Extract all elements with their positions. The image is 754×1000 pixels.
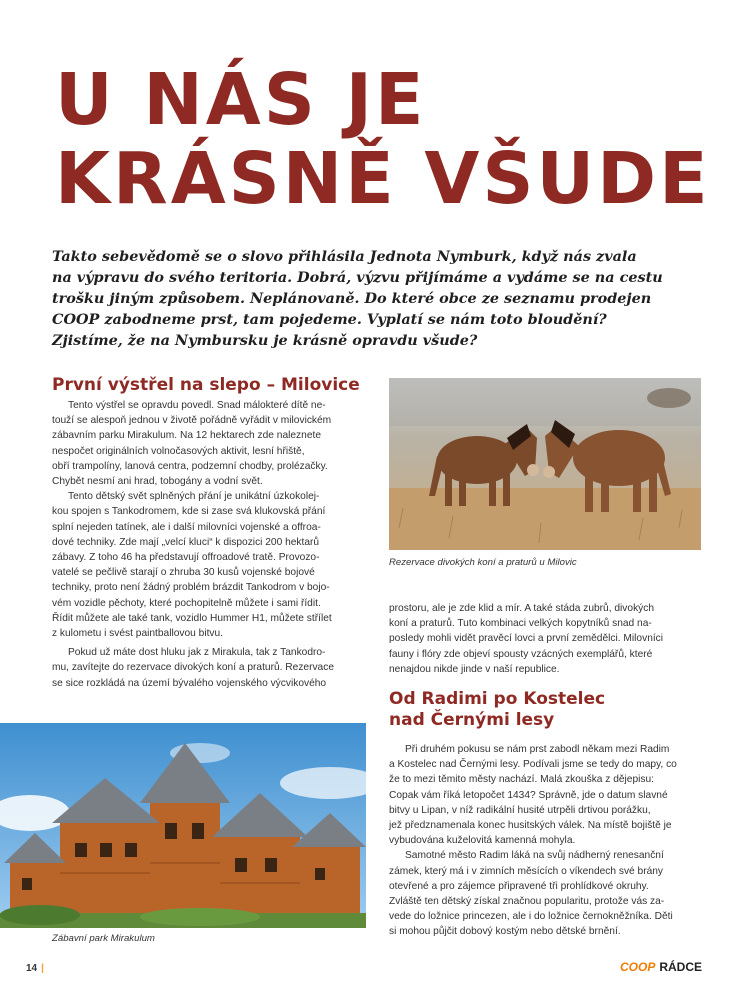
body-line: bitvy u Lipan, v níž radikální husité utrpěli drtivou porážku,	[389, 804, 651, 816]
section-heading-line: Od Radimi po Kostelec	[389, 689, 606, 709]
mirakulum-photo	[0, 723, 366, 928]
body-line: vede do ložnice princezen, ale i do ložnice černokněžníka. Děti	[389, 911, 673, 923]
section1-body	[52, 398, 374, 691]
lead-line: Zjistíme, že na Nymbursku je krásně opravdu všude?	[52, 332, 478, 349]
body-line: vatelé se pečlivě starají o zhruba 30 kusů vojenské bojové	[52, 567, 315, 579]
title-line: KRÁSNĚ VŠUDE	[55, 137, 711, 220]
lead-line: trošku jiným způsobem. Neplánovaně. Do které obce ze seznamu prodejen	[52, 290, 652, 307]
body-line: zámek, který má i v zimních měsících o víkendech své brány	[389, 865, 664, 877]
body-line: a Kostelec nad Černými lesy. Podívali jsme se tedy do mapy, co	[389, 759, 677, 771]
body-line: prostoru, ale je zde klid a mír. A také stáda zubrů, divokých	[389, 603, 655, 614]
body-line: nespočet originálních volnočasových aktivit, lesní hřiště,	[52, 445, 305, 457]
body-line: dové techniky. Zde mají „velcí kluci“ k dispozici 200 hektarů	[52, 536, 320, 548]
body-line: obří trampolíny, lanová centra, podzemní chodby, prolézačky.	[52, 460, 328, 472]
body-line: jež předznamenala konec husitských válek. Na místě bojiště je	[389, 820, 672, 832]
title-line: U NÁS JE	[55, 58, 427, 141]
body-line: že to mezi těmito městy nachází. Malá zkouška z dějepisu:	[389, 774, 654, 786]
body-line: koní a praturů. Tuto kombinaci velkých kopytníků snad na-	[389, 618, 652, 630]
body-line: zábavy. Z toho 46 ha představují offroadové tratě. Provozo-	[52, 552, 320, 564]
body-line: mu, zavítejte do rezervace divokých koní a praturů. Rezervace	[52, 662, 334, 674]
body-line: vém vozidle pěchoty, které pochopitelně můžete i sami řídit.	[52, 597, 321, 609]
body-line: fauny i flóry zde objeví spousty vzácných exemplářů, které	[389, 648, 653, 660]
body-line: Řídit můžete ale také tank, vozidlo Hummer H1, můžete střílet	[52, 612, 332, 624]
body-line: zábavním parku Mirakulum. Na 12 hektarech zde naleznete	[52, 430, 321, 442]
mirakulum-photo-caption: Zábavní park Mirakulum	[52, 933, 155, 944]
lead-line: Takto sebevědomě se o slovo přihlásila Jednota Nymburk, když nás zvala	[52, 248, 637, 265]
page-number	[26, 963, 44, 974]
body-line: Tento výstřel se opravdu povedl. Snad málokteré dítě ne-	[68, 400, 326, 411]
body-line: nenajdou nikde jinde v naší republice.	[389, 663, 560, 675]
brand-logo	[620, 960, 702, 974]
mirakulum-illustration	[0, 723, 366, 928]
body-line: Chybět nesmí ani hrad, tobogány a vodní svět.	[52, 476, 263, 488]
lead-line: COOP zabodneme prst, tam pojedeme. Vyplatí se nám toto bloudění?	[52, 311, 607, 328]
page-title	[55, 60, 711, 218]
horses-illustration	[389, 378, 701, 550]
body-line: posledy mohli vidět pravěcí lovci a první zemědělci. Milovníci	[389, 633, 664, 645]
body-line: Copak vám říká letopočet 1434? Správně, jde o datum slavné	[389, 789, 668, 801]
body-line: vybudována kuželovitá kamenná mohyla.	[389, 835, 576, 847]
body-line: Tento dětský svět splněných přání je unikátní úzkokolej-	[68, 491, 320, 503]
section1-continuation	[389, 601, 701, 677]
lead-paragraph	[52, 246, 667, 351]
radce-logo: RÁDCE	[659, 960, 702, 974]
page-number-value: 14	[26, 963, 38, 974]
section-heading-milovice: První výstřel na slepo – Milovice	[52, 375, 360, 395]
page-number-separator: |	[41, 963, 44, 974]
body-line: Při druhém pokusu se nám prst zabodl někam mezi Radim	[405, 744, 670, 755]
coop-logo: COOP	[619, 960, 656, 974]
section-heading-radim	[389, 689, 605, 731]
body-line: si mohou půjčit dobový kostým nebo dětské brnění.	[389, 926, 621, 938]
lead-line: na výpravu do svého teritoria. Dobrá, výzvu přijímáme a vydáme se na cestu	[52, 269, 663, 286]
body-line: splní nejeden tatínek, ale i další milovníci vojenské a offroa-	[52, 521, 321, 533]
body-line: kou spojen s Tankodromem, kde si zase svá klukovská přání	[52, 506, 326, 518]
body-line: z kulometu i svést paintballovou bitvu.	[52, 628, 224, 640]
body-line: Pokud už máte dost hluku jak z Mirakula, tak z Tankodro-	[68, 647, 326, 659]
horses-photo	[389, 378, 701, 550]
body-line: Zvláště ten dětský získal značnou popularitu, protože vás za-	[389, 896, 665, 908]
horses-photo-caption: Rezervace divokých koní a praturů u Milovic	[389, 557, 577, 568]
body-line: otevřené a pro zájemce připravené tři prohlídkové okruhy.	[389, 880, 649, 892]
section-heading-line: nad Černými lesy	[389, 710, 555, 730]
body-line: touží se alespoň jednou v životě pořádně vyřádit v milovickém	[52, 415, 332, 427]
body-line: Samotné město Radim láká na svůj nádherný renesanční	[405, 850, 664, 862]
body-line: se sice rozkládá na území bývalého vojenského výcvikového	[52, 677, 327, 689]
body-line: techniky, proto není žádný problém brázdit Tankodrom v bojo-	[52, 582, 330, 594]
section2-body	[389, 742, 701, 940]
